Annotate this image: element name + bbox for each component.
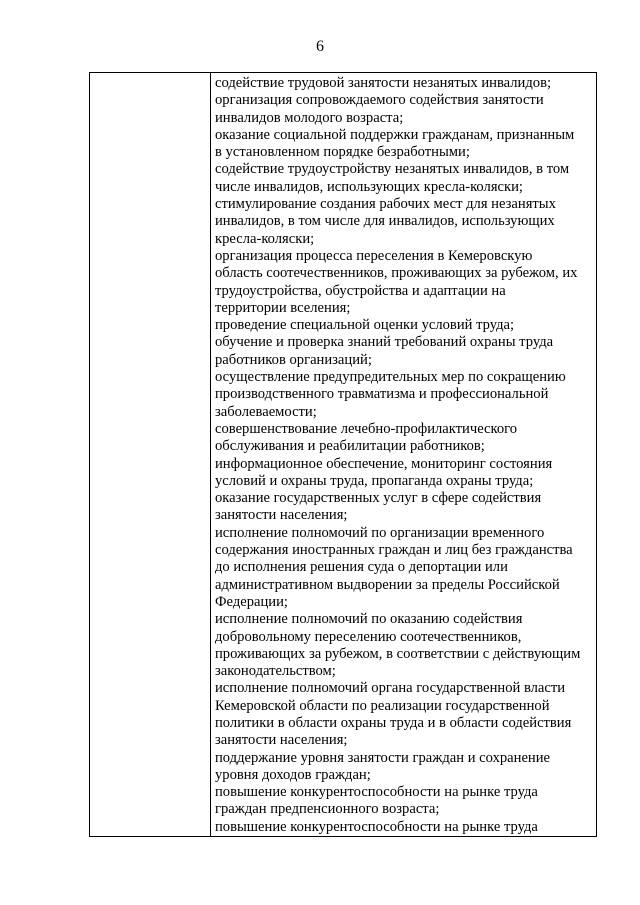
text-line: трудоустройства, обустройства и адаптации на (215, 282, 506, 299)
text-line: граждан предпенсионного возраста; (215, 801, 440, 818)
text-line: обслуживания и реабилитации работников; (215, 438, 485, 455)
text-line: до исполнения решения суда о депортации или (215, 559, 508, 576)
table-row (90, 73, 597, 837)
text-line: территории вселения; (215, 299, 351, 316)
content-table (89, 72, 597, 837)
table-cell-left (90, 73, 211, 837)
text-line: содействие трудовой занятости незанятых инвалидов; (215, 75, 552, 91)
page-number: 6 (316, 38, 324, 55)
text-line: стимулирование создания рабочих мест для незанятых (215, 196, 556, 213)
text-line: уровня доходов граждан; (215, 766, 371, 783)
text-line: законодательством; (215, 663, 336, 680)
text-line: добровольному переселению соотечественников, (215, 628, 522, 645)
text-line: заболеваемости; (215, 403, 317, 420)
text-line: политики в области охраны труда и в области содействия (215, 714, 572, 731)
text-line: осуществление предупредительных мер по сокращению (215, 369, 566, 386)
text-line: организация сопровождаемого содействия занятости (215, 92, 544, 109)
text-line: работников организаций; (215, 351, 372, 368)
text-line: в установленном порядке безработными; (215, 144, 470, 161)
text-line: инвалидов молодого возраста; (215, 109, 404, 126)
text-line: исполнение полномочий по оказанию содействия (215, 611, 523, 628)
text-line: оказание социальной поддержки гражданам, признанным (215, 126, 575, 143)
text-line: числе инвалидов, использующих кресла-коляски; (215, 178, 523, 195)
text-line: совершенствование лечебно-профилактического (215, 420, 518, 437)
text-line: оказание государственных услуг в сфере содействия (215, 490, 542, 507)
text-line: проживающих за рубежом, в соответствии с действующим (215, 645, 581, 662)
table-cell-right (211, 73, 597, 837)
text-line: повышение конкурентоспособности на рынке труда (215, 818, 538, 835)
text-line: повышение конкурентоспособности на рынке труда (215, 784, 538, 801)
text-line: Федерации; (215, 593, 288, 610)
text-line: кресла-коляски; (215, 230, 315, 247)
text-line: область соотечественников, проживающих за рубежом, их (215, 265, 578, 282)
text-line: занятости населения; (215, 732, 348, 749)
text-line: административном выдворении за пределы Российской (215, 576, 560, 593)
text-line: организация процесса переселения в Кемеровскую (215, 247, 533, 264)
text-line: поддержание уровня занятости граждан и сохранение (215, 749, 551, 766)
text-line: занятости населения; (215, 507, 348, 524)
text-line: инвалидов, в том числе для инвалидов, использующих (215, 213, 555, 230)
text-line: исполнение полномочий органа государственной власти (215, 680, 566, 697)
text-line: Кемеровской области по реализации государственной (215, 697, 550, 714)
text-line: обучение и проверка знаний требований охраны труда (215, 334, 554, 351)
text-line: содействие трудоустройству незанятых инвалидов, в том (215, 161, 570, 178)
text-line: проведение специальной оценки условий труда; (215, 317, 515, 334)
text-line: производственного травматизма и профессиональной (215, 386, 549, 403)
text-lines (215, 73, 593, 836)
text-line: исполнение полномочий по организации временного (215, 524, 545, 541)
text-line: условий и охраны труда, пропаганда охраны труда; (215, 472, 534, 489)
text-line: информационное обеспечение, мониторинг состояния (215, 455, 553, 472)
text-line: содержания иностранных граждан и лиц без гражданства (215, 542, 573, 559)
